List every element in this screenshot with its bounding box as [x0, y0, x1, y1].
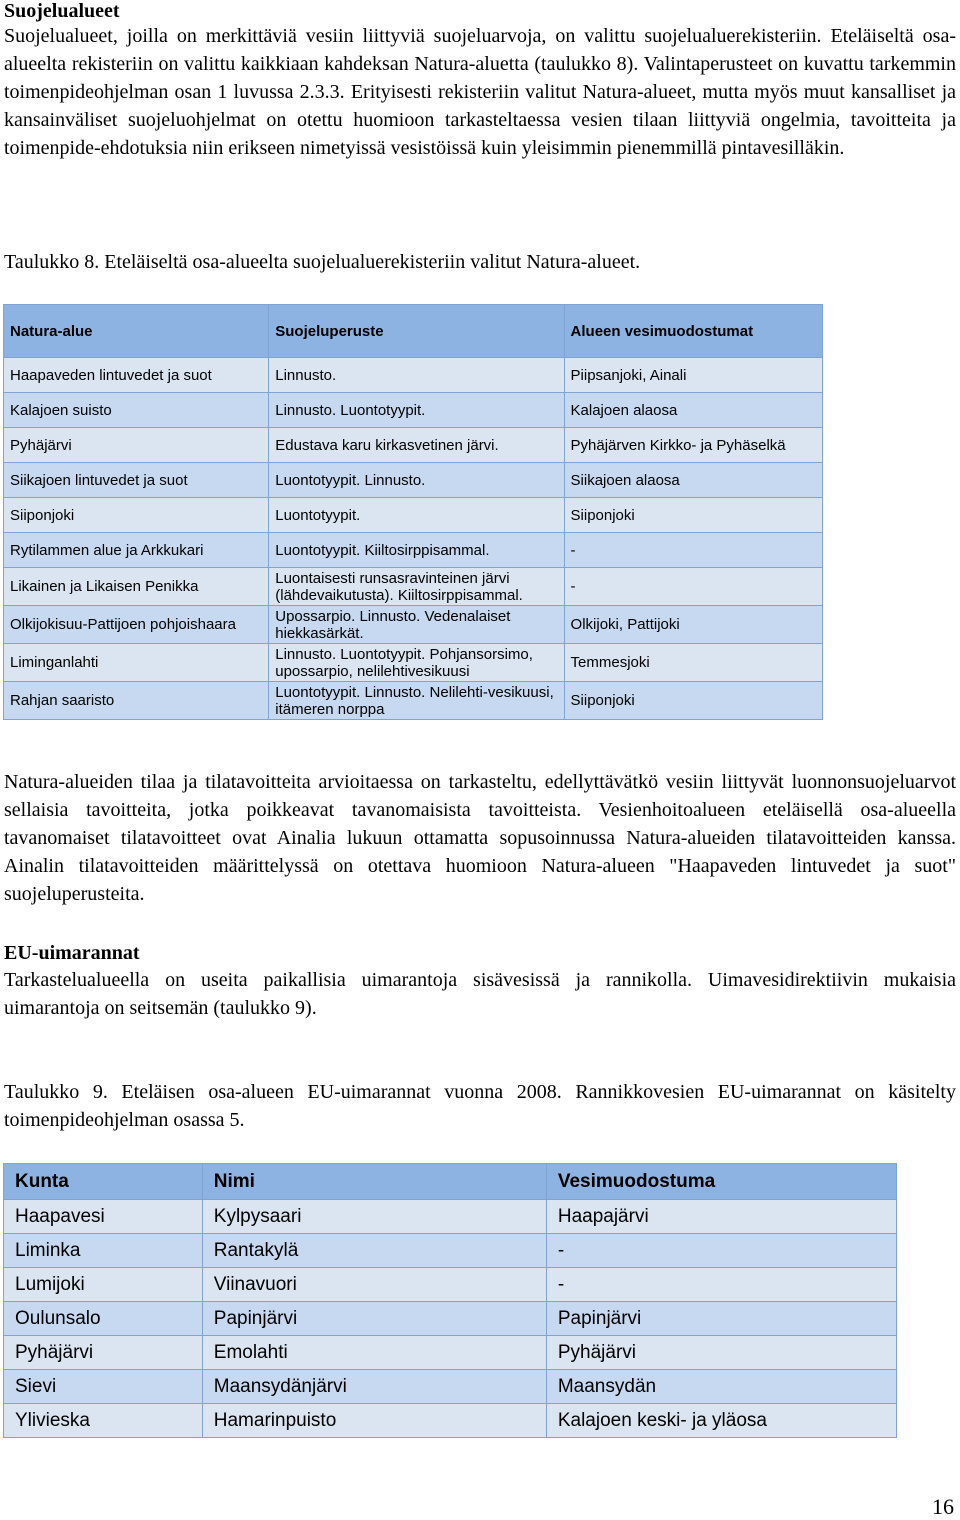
table-cell: Rytilammen alue ja Arkkukari: [4, 533, 269, 568]
paragraph-natura-tilatavoitteet: Natura-alueiden tilaa ja tilatavoitteita arvioitaessa on tarkasteltu, edellyttävätkö vesiin liittyvät luonnonsuojeluarvot sellaisia tavoitteita, jotka poikkeavat tavanomaisista tavoitteista. Vesienhoitoalueen eteläisellä osa-alueella tavanomaiset tilatavoitteet ovat Ainalia lukuun ottamatta sopusoinnussa Natura-alueiden tilatavoitteiden kanssa. Ainalin tilatavoitteiden määrittelyssä on otettava huomioon Natura-alueen "Haapaveden lintuvedet ja suot" suojeluperusteita.: [4, 771, 956, 905]
table-cell: Haapajärvi: [546, 1200, 896, 1234]
table-row: [4, 358, 823, 393]
table-cell: Piipsanjoki, Ainali: [564, 358, 822, 393]
table8-header-suojeluperuste: Suojeluperuste: [269, 305, 564, 358]
table-cell: Sievi: [4, 1370, 203, 1404]
table-cell: Likainen ja Likaisen Penikka: [4, 568, 269, 606]
table-cell: Luontotyypit.: [269, 498, 564, 533]
table-cell: Papinjärvi: [546, 1302, 896, 1336]
table-row: [4, 1370, 897, 1404]
table8-header-natura-alue: Natura-alue: [4, 305, 269, 358]
table-cell: Siiponjoki: [564, 682, 822, 720]
paragraph-suojelualueet: Suojelualueet, joilla on merkittäviä vesiin liittyviä suojeluarvoja, on valittu suojelualuerekisteriin. Eteläiseltä osa-alueelta rekisteriin on valittu kaikkiaan kahdeksan Natura-aluetta (taulukko 8). Valintaperusteet on kuvattu tarkemmin toimenpideohjelman osan 1 luvussa 2.3.3. Erityisesti rekisteriin valitut Natura-alueet, mutta myös muut kansalliset ja kansainväliset suojeluohjelmat on otettu huomioon tarkasteltaessa vesien tilaan liittyviä ongelmia, tavoitteita ja toimenpide-ehdotuksia niin erikseen nimetyissä vesistöissä kuin yleisimmin pienemmillä pintavesilläkin.: [4, 25, 956, 159]
table-cell: Emolahti: [202, 1336, 546, 1370]
table-cell: Kalajoen alaosa: [564, 393, 822, 428]
table-cell: -: [546, 1268, 896, 1302]
table-cell: Olkijokisuu-Pattijoen pohjoishaara: [4, 606, 269, 644]
section-heading-eu-uimarannat: EU-uimarannat: [4, 942, 140, 964]
uimarannat-table: [3, 1163, 897, 1438]
table-cell: -: [564, 568, 822, 606]
table-cell: Luontotyypit. Linnusto.: [269, 463, 564, 498]
table-cell: Linnusto. Luontotyypit. Pohjansorsimo, upossarpio, nelilehtivesikuusi: [269, 644, 564, 682]
table-row: [4, 463, 823, 498]
table-cell: Viinavuori: [202, 1268, 546, 1302]
table-row: [4, 682, 823, 720]
table-cell: -: [546, 1234, 896, 1268]
table-cell: Siikajoen alaosa: [564, 463, 822, 498]
natura-table: [3, 304, 823, 720]
table-cell: Oulunsalo: [4, 1302, 203, 1336]
table-cell: Pyhäjärvi: [4, 428, 269, 463]
table-row: [4, 606, 823, 644]
table-cell: Temmesjoki: [564, 644, 822, 682]
section-heading-suojelualueet: Suojelualueet: [4, 0, 120, 22]
table-row: [4, 1234, 897, 1268]
table9-caption: Taulukko 9. Eteläisen osa-alueen EU-uimarannat vuonna 2008. Rannikkovesien EU-uimarannat on käsitelty toimenpideohjelman osassa 5.: [4, 1081, 956, 1131]
table-cell: Rantakylä: [202, 1234, 546, 1268]
table-cell: Hamarinpuisto: [202, 1404, 546, 1438]
table-row: [4, 393, 823, 428]
table-row: [4, 1268, 897, 1302]
table8-caption: Taulukko 8. Eteläiseltä osa-alueelta suojelualuerekisteriin valitut Natura-alueet.: [4, 251, 641, 273]
table9-header-vesimuodostuma: Vesimuodostuma: [546, 1164, 896, 1200]
table-cell: Linnusto. Luontotyypit.: [269, 393, 564, 428]
table-cell: Edustava karu kirkasvetinen järvi.: [269, 428, 564, 463]
table-cell: -: [564, 533, 822, 568]
table9-header-nimi: Nimi: [202, 1164, 546, 1200]
table-cell: Linnusto.: [269, 358, 564, 393]
table9-header-kunta: Kunta: [4, 1164, 203, 1200]
table-cell: Liminganlahti: [4, 644, 269, 682]
table-row: [4, 1336, 897, 1370]
table-cell: Pyhäjärvi: [546, 1336, 896, 1370]
table-cell: Maansydän: [546, 1370, 896, 1404]
table-row: [4, 644, 823, 682]
table-cell: Papinjärvi: [202, 1302, 546, 1336]
table-row: [4, 428, 823, 463]
table-cell: Ylivieska: [4, 1404, 203, 1438]
table-cell: Haapavesi: [4, 1200, 203, 1234]
table-cell: Rahjan saaristo: [4, 682, 269, 720]
paragraph-eu-uimarannat: Tarkastelualueella on useita paikallisia uimarantoja sisävesissä ja rannikolla. Uimavesidirektiivin mukaisia uimarantoja on seitsemän (taulukko 9).: [4, 969, 956, 1019]
table-cell: Kylpysaari: [202, 1200, 546, 1234]
table-cell: Olkijoki, Pattijoki: [564, 606, 822, 644]
table-row: [4, 498, 823, 533]
table-cell: Upossarpio. Linnusto. Vedenalaiset hiekkasärkät.: [269, 606, 564, 644]
page-number: 16: [932, 1494, 954, 1519]
table-row: [4, 1302, 897, 1336]
table-cell: Kalajoen suisto: [4, 393, 269, 428]
table-cell: Luontotyypit. Kiiltosirppisammal.: [269, 533, 564, 568]
table8-header-vesimuodostumat: Alueen vesimuodostumat: [564, 305, 822, 358]
table-cell: Pyhäjärven Kirkko- ja Pyhäselkä: [564, 428, 822, 463]
table-cell: Liminka: [4, 1234, 203, 1268]
table-cell: Haapaveden lintuvedet ja suot: [4, 358, 269, 393]
table-cell: Maansydänjärvi: [202, 1370, 546, 1404]
table-cell: Luontotyypit. Linnusto. Nelilehti-vesikuusi, itämeren norppa: [269, 682, 564, 720]
table-row: [4, 1404, 897, 1438]
table-row: [4, 533, 823, 568]
table-row: [4, 568, 823, 606]
table-cell: Siikajoen lintuvedet ja suot: [4, 463, 269, 498]
table-cell: Siiponjoki: [4, 498, 269, 533]
table-cell: Lumijoki: [4, 1268, 203, 1302]
table-cell: Luontaisesti runsasravinteinen järvi (lähdevaikutusta). Kiiltosirppisammal.: [269, 568, 564, 606]
table-cell: Siiponjoki: [564, 498, 822, 533]
table-row: [4, 1200, 897, 1234]
table-cell: Pyhäjärvi: [4, 1336, 203, 1370]
table-cell: Kalajoen keski- ja yläosa: [546, 1404, 896, 1438]
